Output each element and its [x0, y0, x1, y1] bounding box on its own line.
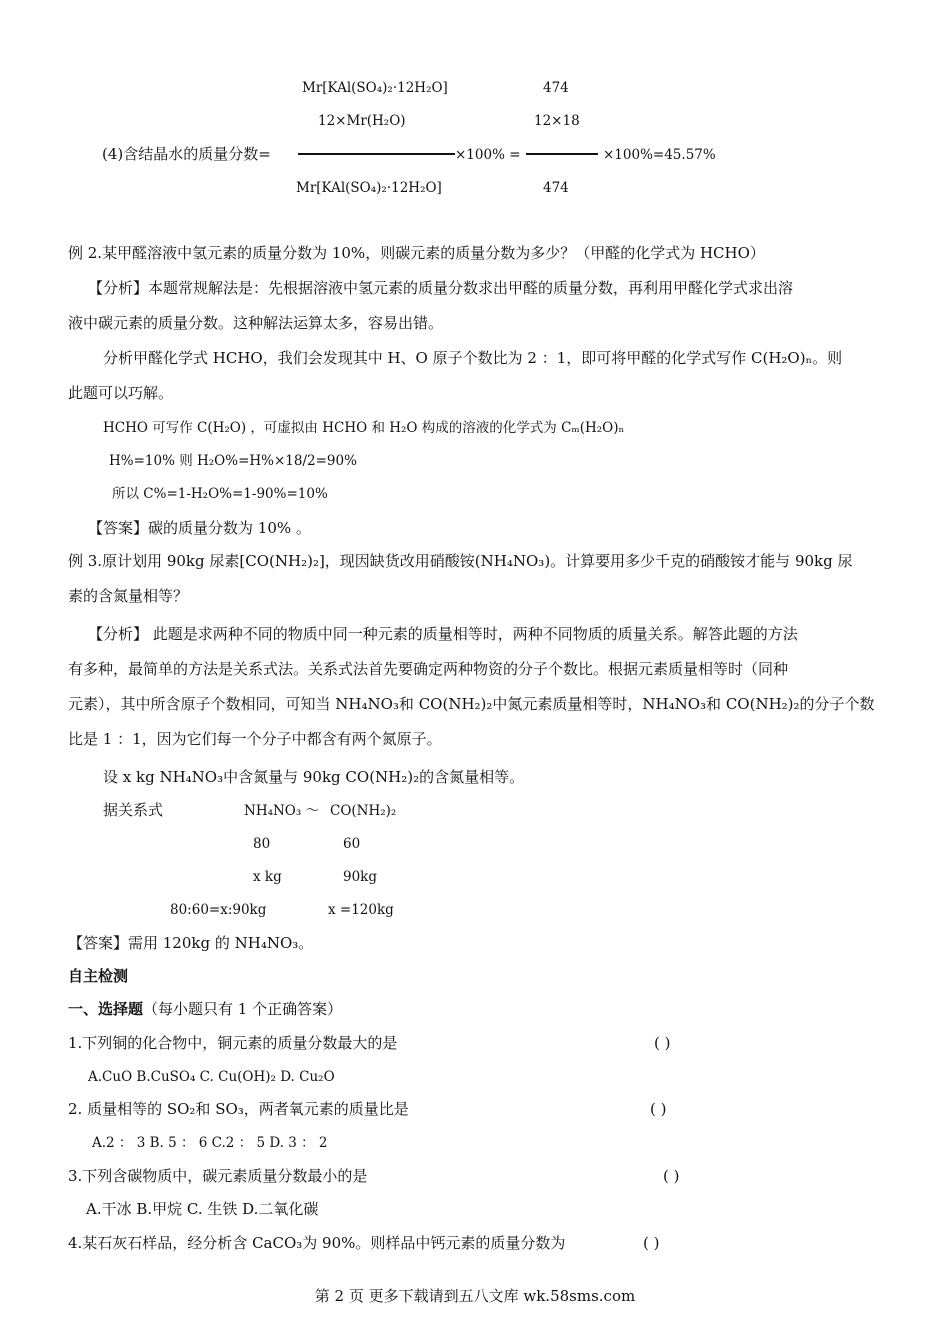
example3-value-right: 60	[343, 836, 361, 852]
question-1: 1.下列铜的化合物中，铜元素的质量分数最大的是	[68, 1034, 398, 1052]
self-check-heading: 自主检测	[68, 967, 129, 985]
formula-numerator-value: 12×18	[534, 113, 580, 129]
formula-top-numerator: Mr[KAl(SO₄)₂·12H₂O]	[302, 80, 448, 96]
example3-analysis-line4: 比是 1 ：1，因为它们每一个分子中都含有两个氮原子。	[68, 730, 442, 748]
example3-setup: 设 x kg NH₄NO₃中含氮量与 90kg CO(NH₂)₂的含氮量相等。	[103, 768, 525, 786]
example2-question: 例 2.某甲醛溶液中氢元素的质量分数为 10%，则碳元素的质量分数为多少？（甲醛的化学式为 HCHO）	[68, 244, 765, 262]
example2-step1: HCHO 可写作 C(H₂O) ，可虚拟由 HCHO 和 H₂O 构成的溶液的化学式为 Cₘ(H₂O)ₙ	[103, 420, 625, 436]
formula-denominator-value: 474	[543, 180, 569, 196]
fraction-bar-left	[298, 153, 455, 155]
section-note: （每小题只有 1 个正确答案）	[143, 1000, 343, 1018]
example2-step2: H%=10% 则 H₂O%=H%×18/2=90%	[109, 453, 357, 469]
question-2-options: A.2 ： 3 B. 5 ： 6 C.2 ： 5 D. 3 ： 2	[92, 1135, 328, 1151]
example3-analysis-line3: 元素），其中所含原子个数相同，可知当 NH₄NO₃和 CO(NH₂)₂中氮元素质量相等时，NH₄NO₃和 CO(NH₂)₂的分子个数	[68, 695, 875, 713]
example2-answer: 【答案】碳的质量分数为 10% 。	[88, 519, 311, 537]
question-3-options: A.干冰 B.甲烷 C. 生铁 D.二氧化碳	[86, 1200, 319, 1218]
formula-top-value: 474	[543, 80, 569, 96]
example3-result: x =120kg	[328, 902, 394, 918]
example3-analysis-line1: 【分析】 此题是求两种不同的物质中同一种元素的质量相等时，两种不同物质的质量关系。解答此题的方法	[88, 625, 798, 643]
example2-analysis-line4: 此题可以巧解。	[68, 384, 174, 402]
example3-ratio: 80:60=x:90kg	[170, 902, 267, 918]
question-1-blank: ( )	[654, 1034, 671, 1052]
section-title-line	[68, 999, 342, 1019]
section-title: 一、选择题	[68, 1000, 144, 1018]
question-4-blank: ( )	[643, 1234, 660, 1252]
example3-value-left: 80	[253, 836, 271, 852]
example2-analysis-line2: 液中碳元素的质量分数。这种解法运算太多，容易出错。	[68, 314, 444, 332]
formula-times100: ×100% =	[455, 147, 521, 163]
fraction-bar-right	[526, 153, 598, 155]
question-3: 3.下列含碳物质中，碳元素质量分数最小的是	[68, 1167, 368, 1185]
example2-analysis-line1: 【分析】本题常规解法是：先根据溶液中氢元素的质量分数求出甲醛的质量分数，再利用甲醛化学式求出溶	[88, 279, 794, 297]
example2-analysis-line3: 分析甲醛化学式 HCHO，我们会发现其中 H、O 原子个数比为 2 ：1，即可将甲醛的化学式写作 C(H₂O)ₙ。则	[103, 349, 843, 367]
example3-var-right: 90kg	[343, 869, 378, 885]
page-footer: 第 2 页 更多下载请到五八文库 wk.58sms.com	[314, 1287, 636, 1305]
question-3-blank: ( )	[663, 1167, 680, 1185]
example3-analysis-line2: 有多种，最简单的方法是关系式法。关系式法首先要确定两种物资的分子个数比。根据元素质量相等时（同种	[68, 660, 789, 678]
example3-relation-label: 据关系式	[103, 801, 164, 819]
question-2: 2. 质量相等的 SO₂和 SO₃，两者氧元素的质量比是	[68, 1100, 409, 1118]
example3-answer: 【答案】需用 120kg 的 NH₄NO₃。	[68, 934, 314, 952]
formula-label: (4)含结晶水的质量分数=	[102, 145, 271, 163]
example3-relation-right: CO(NH₂)₂	[330, 803, 397, 819]
question-4: 4.某石灰石样品，经分析含 CaCO₃为 90%。则样品中钙元素的质量分数为	[68, 1234, 566, 1252]
example3-var-left: x kg	[253, 869, 282, 885]
formula-denominator: Mr[KAl(SO₄)₂·12H₂O]	[296, 180, 442, 196]
example3-question-line2: 素的含氮量相等？	[68, 587, 189, 605]
question-1-options: A.CuO B.CuSO₄ C. Cu(OH)₂ D. Cu₂O	[88, 1069, 335, 1085]
example3-relation-left: NH₄NO₃ ～	[244, 803, 320, 819]
formula-numerator: 12×Mr(H₂O)	[318, 113, 406, 129]
example3-question-line1: 例 3.原计划用 90kg 尿素[CO(NH₂)₂]，现因缺货改用硝酸铵(NH₄NO₃)。计算要用多少千克的硝酸铵才能与 90kg 尿	[68, 552, 853, 570]
example2-step3: 所以 C%=1-H₂O%=1-90%=10%	[112, 486, 328, 502]
question-2-blank: ( )	[650, 1100, 667, 1118]
formula-result: ×100%=45.57%	[603, 147, 716, 163]
